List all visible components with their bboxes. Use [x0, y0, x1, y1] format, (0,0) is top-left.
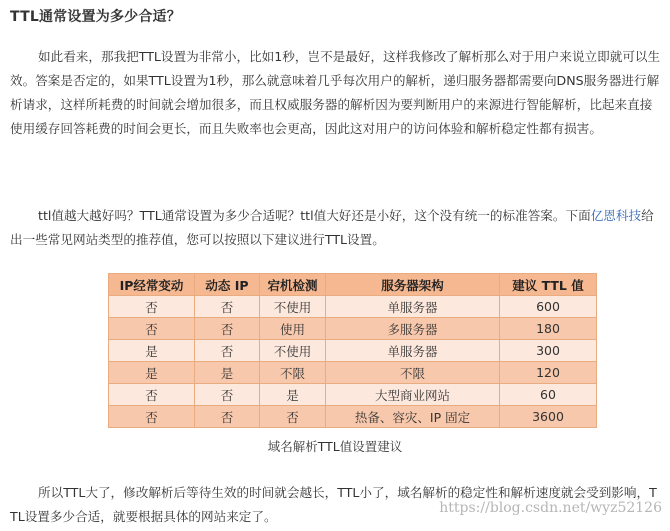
- table-cell: 600: [500, 296, 597, 318]
- paragraph-conclusion: 所以TTL大了，修改解析后等待生效的时间就会越长，TTL小了，域名解析的稳定性和解析速度就会受到影响，TTL设置多少合适，就要根据具体的网站来定了。: [10, 485, 657, 524]
- table-cell: 不使用: [260, 340, 326, 362]
- table-cell: 使用: [260, 318, 326, 340]
- table-row: [109, 296, 597, 318]
- table-cell: 不使用: [260, 296, 326, 318]
- table-row: [109, 362, 597, 384]
- table-cell: 120: [500, 362, 597, 384]
- table-cell: 是: [260, 384, 326, 406]
- table-cell: 否: [109, 384, 195, 406]
- table-cell: 180: [500, 318, 597, 340]
- table-cell: 热备、容灾、IP 固定: [326, 406, 500, 428]
- table-cell: 否: [260, 406, 326, 428]
- header-ip-change: IP经常变动: [109, 274, 195, 296]
- table-cell: 不限: [260, 362, 326, 384]
- table-row: [109, 384, 597, 406]
- header-recommended-ttl: 建议 TTL 值: [500, 274, 597, 296]
- table-cell: 否: [195, 318, 260, 340]
- table-cell: 单服务器: [326, 296, 500, 318]
- company-link[interactable]: 亿恩科技: [590, 208, 642, 223]
- table-caption: 域名解析TTL值设置建议: [267, 439, 403, 454]
- table-cell: 否: [195, 406, 260, 428]
- paragraph-ttl-too-small: 如此看来，那我把TTL设置为非常小，比如1秒，岂不是最好，这样我修改了解析那么对于用户来说立即就可以生效。答案是否定的，如果TTL设置为1秒，那么就意味着几乎每次用户的解析，递归服务器都需要向DNS服务器进行解析请求，这样所耗费的时间就会增加很多，而且权威服务器的解析因为要判断用户的来源进行智能解析，比起来直接使用缓存回答耗费的时间会更长，而且失败率也会更高，因此这对用户的访问体验和解析稳定性都有损害。: [10, 49, 661, 136]
- section-heading: TTL通常设置为多少合适？: [10, 9, 181, 25]
- table-cell: 否: [109, 318, 195, 340]
- watermark: https://blog.csdn.net/wyz52126: [439, 500, 662, 516]
- table-cell: 否: [109, 406, 195, 428]
- table-cell: 多服务器: [326, 318, 500, 340]
- paragraph-text: 给出一些常见网站类型的推荐值，您可以按照以下建议进行TTL设置。: [10, 208, 654, 247]
- header-server-architecture: 服务器架构: [326, 274, 500, 296]
- table-cell: 否: [195, 384, 260, 406]
- table-cell: 否: [195, 296, 260, 318]
- ttl-recommendation-table: [108, 273, 597, 428]
- table-cell: 否: [109, 296, 195, 318]
- table-row: [109, 340, 597, 362]
- table-cell: 3600: [500, 406, 597, 428]
- paragraph-ttl-recommendation: [10, 204, 662, 254]
- paragraph-text: ttl值越大越好吗？TTL通常设置为多少合适呢？ttl值大好还是小好，这个没有统一的标准答案。下面: [38, 208, 591, 223]
- table-header-row: [109, 274, 597, 296]
- table-cell: 60: [500, 384, 597, 406]
- table-row: [109, 406, 597, 428]
- header-downtime-detection: 宕机检测: [260, 274, 326, 296]
- header-dynamic-ip: 动态 IP: [195, 274, 260, 296]
- table-cell: 大型商业网站: [326, 384, 500, 406]
- table-cell: 是: [109, 340, 195, 362]
- table-cell: 否: [195, 340, 260, 362]
- table-cell: 单服务器: [326, 340, 500, 362]
- table-cell: 是: [109, 362, 195, 384]
- table-cell: 不限: [326, 362, 500, 384]
- table-row: [109, 318, 597, 340]
- table-cell: 300: [500, 340, 597, 362]
- table-cell: 是: [195, 362, 260, 384]
